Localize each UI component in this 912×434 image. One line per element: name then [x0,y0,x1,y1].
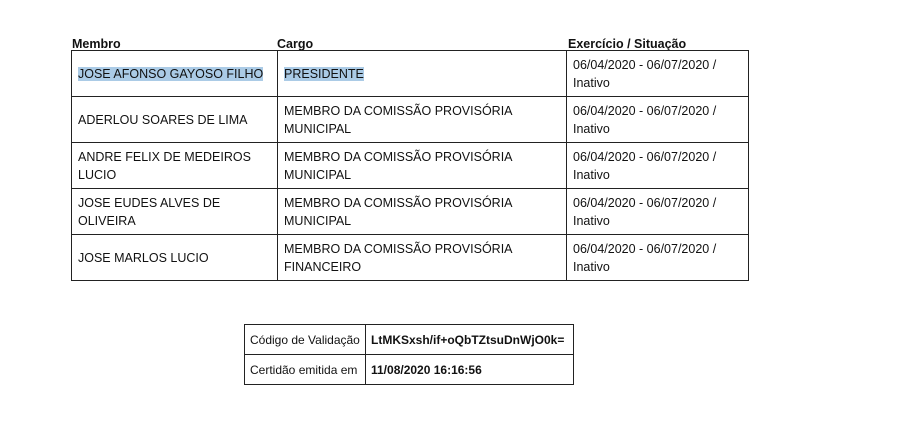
period-cell-text[interactable]: Inativo [573,167,610,182]
period-cell-text[interactable]: 06/04/2020 - 06/07/2020 / [573,195,717,210]
period-cell [567,97,749,143]
validation-row-code [245,325,574,355]
role-cell [278,97,567,143]
member-cell [72,51,278,97]
member-cell [72,97,278,143]
role-cell-text[interactable]: MEMBRO DA COMISSÃO PROVISÓRIA [284,195,513,210]
period-cell-text[interactable]: Inativo [573,75,610,90]
member-cell [72,235,278,281]
role-cell-text[interactable]: MEMBRO DA COMISSÃO PROVISÓRIA [284,241,513,256]
members-table-body [72,51,749,281]
member-cell-text[interactable]: JOSE MARLOS LUCIO [78,250,209,265]
validation-code-value[interactable]: LtMKSxsh/if+oQbTZtsuDnWjO0k= [366,325,574,355]
role-cell-text[interactable]: MUNICIPAL [284,213,352,228]
member-cell [72,143,278,189]
validation-table [244,324,574,385]
role-cell-text[interactable]: MUNICIPAL [284,167,352,182]
member-cell [72,189,278,235]
role-cell-text[interactable]: MEMBRO DA COMISSÃO PROVISÓRIA [284,103,513,118]
role-cell [278,143,567,189]
period-cell [567,189,749,235]
role-cell [278,189,567,235]
period-cell-text[interactable]: Inativo [573,121,610,136]
table-row [72,235,749,281]
role-cell-text[interactable]: MUNICIPAL [284,121,352,136]
header-period: Exercício / Situação [568,37,687,51]
members-table [71,50,749,281]
period-cell [567,51,749,97]
period-cell-text[interactable]: Inativo [573,213,610,228]
period-cell-text[interactable]: 06/04/2020 - 06/07/2020 / [573,149,717,164]
table-row [72,97,749,143]
issued-label: Certidão emitida em [245,355,366,385]
member-cell-text[interactable]: ADERLOU SOARES DE LIMA [78,112,248,127]
table-row [72,51,749,97]
validation-row-issued [245,355,574,385]
period-cell-text[interactable]: Inativo [573,259,610,274]
validation-code-label: Código de Validação [245,325,366,355]
member-cell-text[interactable]: JOSE AFONSO GAYOSO FILHO [78,66,264,81]
member-cell-text[interactable]: OLIVEIRA [78,213,136,228]
member-cell-text[interactable]: ANDRE FELIX DE MEDEIROS [78,149,251,164]
header-role: Cargo [277,37,314,51]
role-cell-text[interactable]: MEMBRO DA COMISSÃO PROVISÓRIA [284,149,513,164]
period-cell [567,143,749,189]
header-member: Membro [72,37,121,51]
member-cell-text[interactable]: LUCIO [78,167,117,182]
issued-value[interactable]: 11/08/2020 16:16:56 [366,355,574,385]
period-cell-text[interactable]: 06/04/2020 - 06/07/2020 / [573,57,717,72]
table-row [72,189,749,235]
role-cell-text[interactable]: PRESIDENTE [284,66,364,81]
role-cell-text[interactable]: FINANCEIRO [284,259,362,274]
table-row [72,143,749,189]
role-cell [278,235,567,281]
member-cell-text[interactable]: JOSE EUDES ALVES DE [78,195,221,210]
period-cell-text[interactable]: 06/04/2020 - 06/07/2020 / [573,103,717,118]
period-cell [567,235,749,281]
period-cell-text[interactable]: 06/04/2020 - 06/07/2020 / [573,241,717,256]
role-cell [278,51,567,97]
